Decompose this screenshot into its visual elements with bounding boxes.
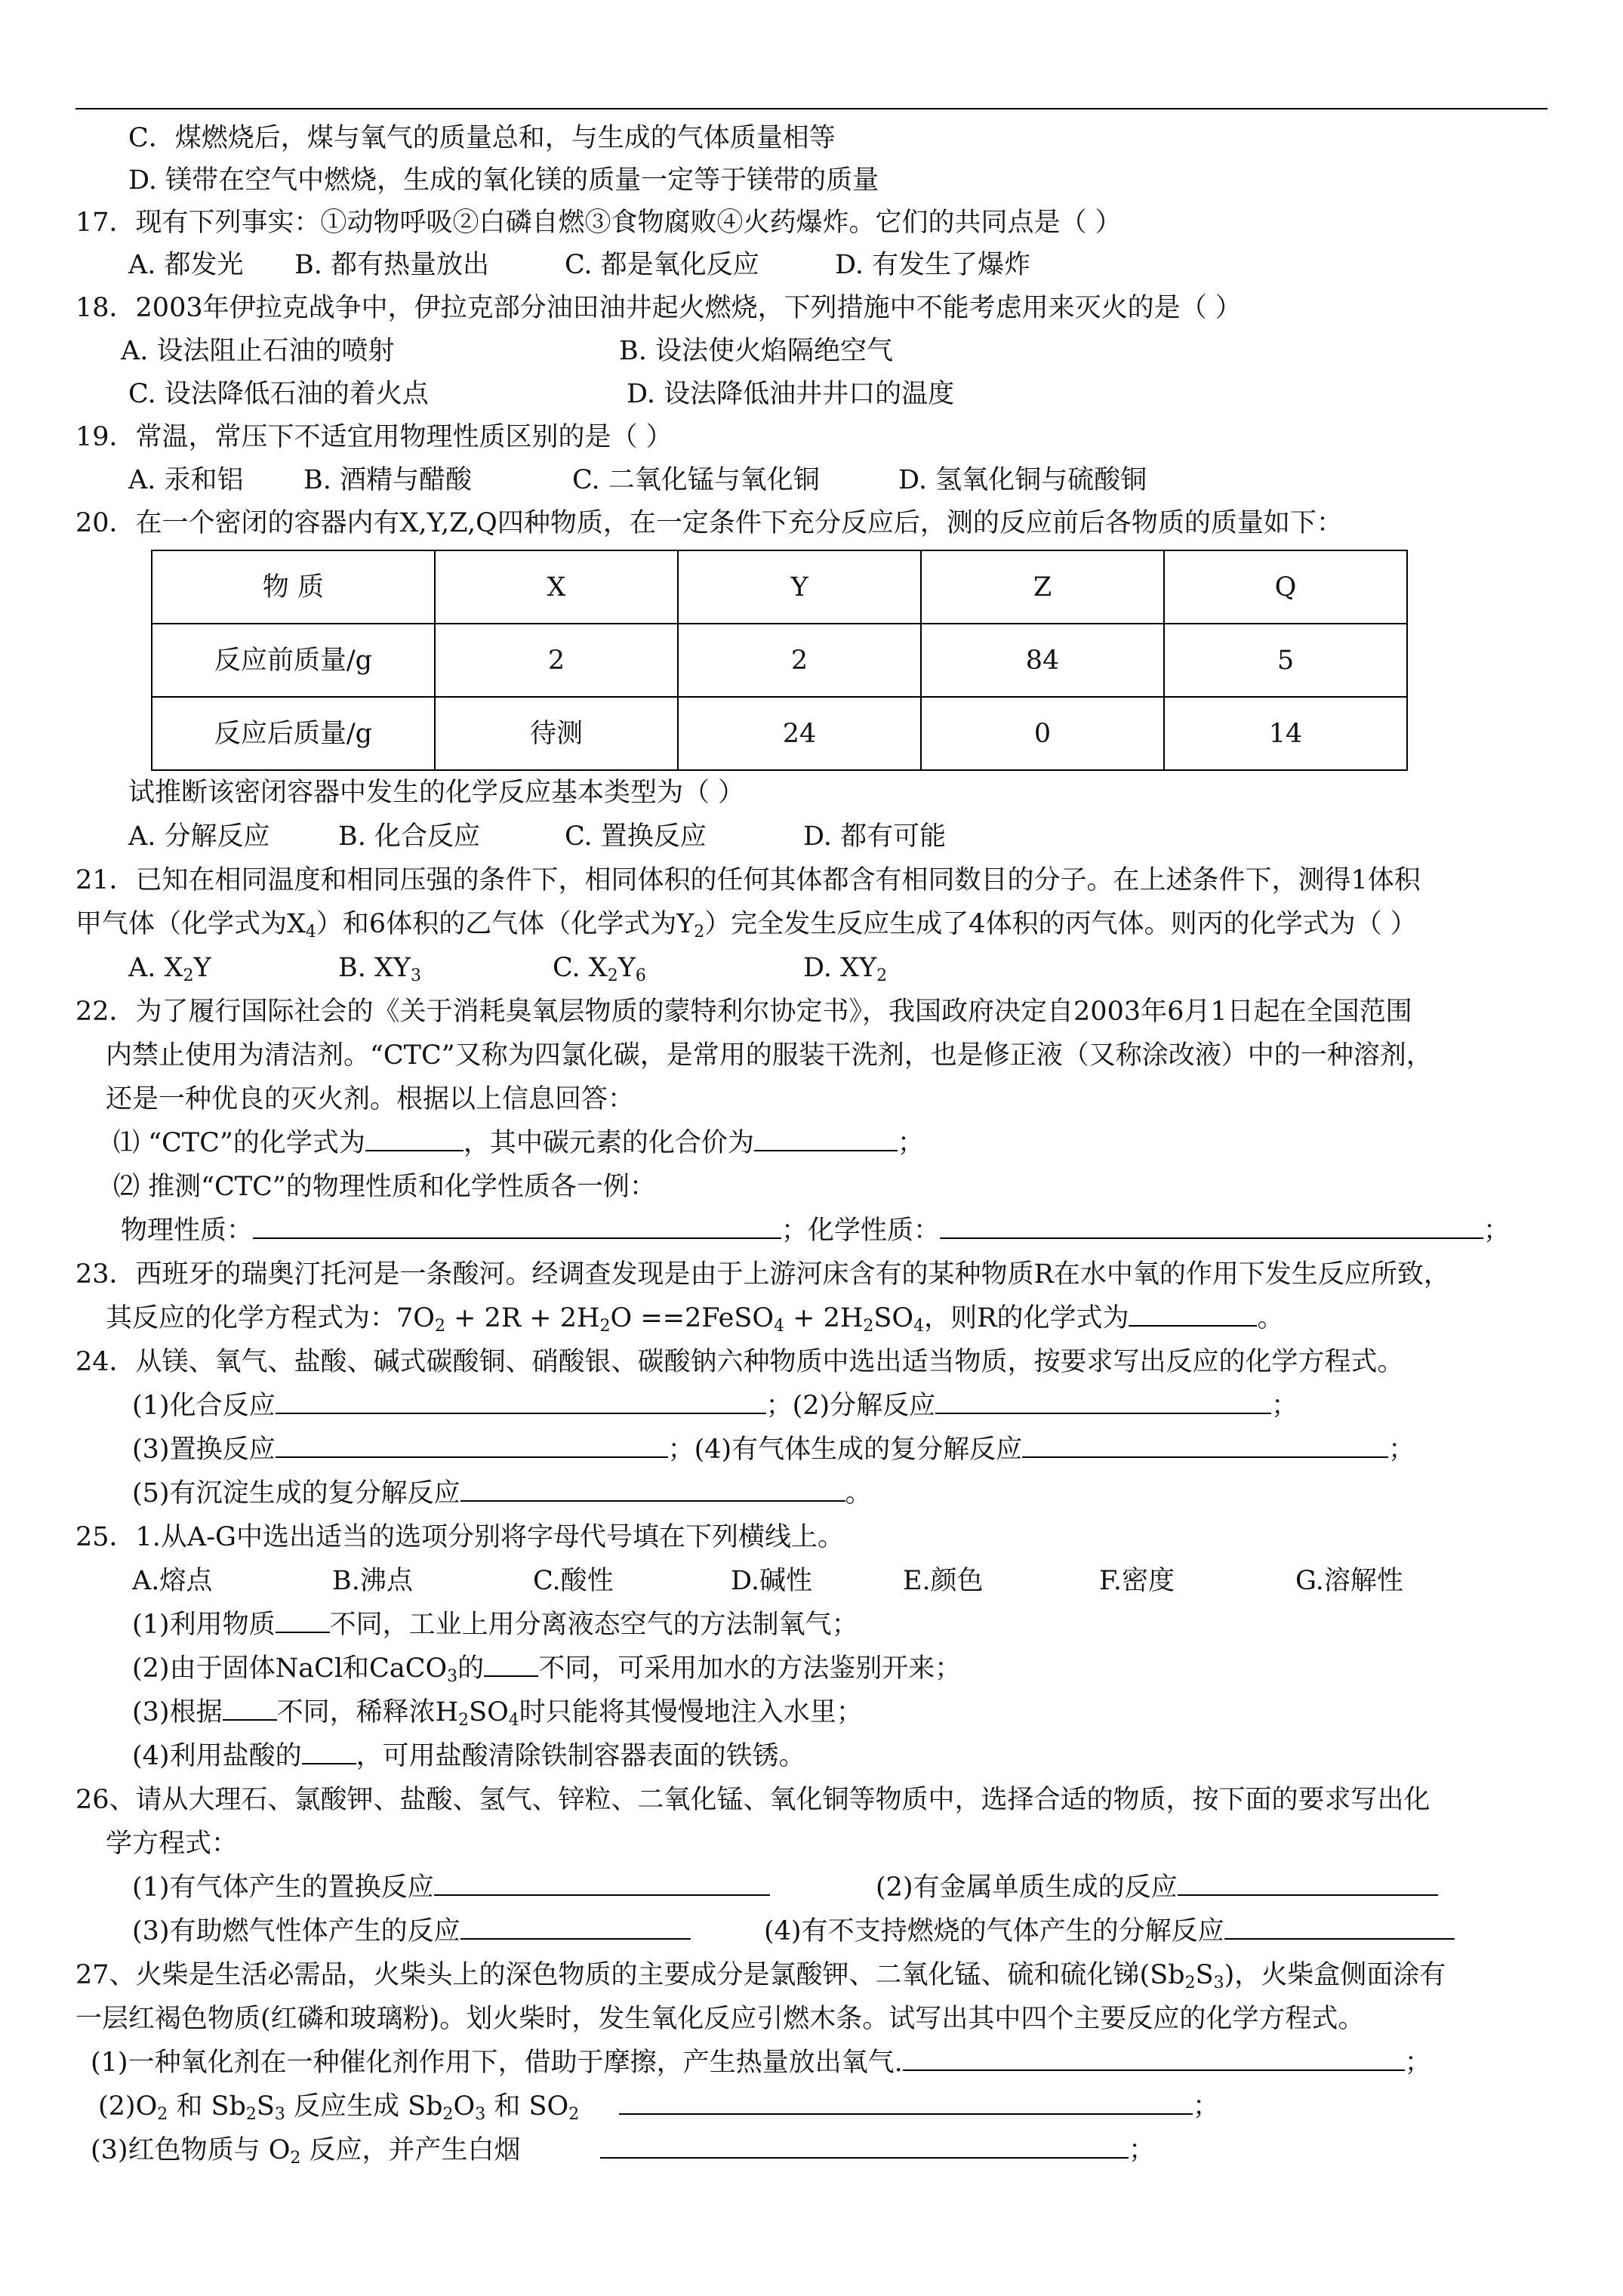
q19-option-a: A. 汞和铝	[128, 465, 244, 495]
q25-option-b: B.沸点	[332, 1566, 413, 1596]
table-header-cell: Q	[1164, 550, 1407, 624]
q25-option-c: C.酸性	[533, 1566, 614, 1596]
q23-line-1: 23．西班牙的瑞奥汀托河是一条酸河。经调查发现是由于上游河床含有的某种物质R在水中氧的作用下发生反应所致，	[75, 1259, 1450, 1290]
answer-blank[interactable]	[1129, 1299, 1257, 1327]
q26-line-2: 学方程式：	[106, 1829, 239, 1859]
q27-line-1: 27、火柴是生活必需品，火柴头上的深色物质的主要成分是氯酸钾、二氧化锰、硫和硫化锑$(Sb_2S_3)$，火柴盒侧面涂有	[75, 1960, 1446, 1992]
q20-option-a: A. 分解反应	[128, 821, 270, 852]
table-cell: 反应前质量/g	[152, 624, 435, 697]
q20-option-d: D. 都有可能	[803, 821, 947, 852]
q18-option-c: C. 设法降低石油的着火点	[128, 379, 429, 409]
table-row	[152, 624, 1407, 697]
q21-line-2: 甲气体（化学式为$X_4$）和6体积的乙气体（化学式为$Y_2$）完全发生反应生成了4体积的丙气体。则丙的化学式为（ ）	[75, 909, 1417, 942]
q22-line-2: 内禁止使用为清洁剂。“CTC”又称为四氯化碳，是常用的服装干洗剂，也是修正液（又称涂改液）中的一种溶剂，	[106, 1040, 1433, 1071]
q25-stem: 25．1.从A-G中选出适当的选项分别将字母代号填在下列横线上。	[75, 1522, 844, 1552]
q27-item-2: $(2)O_2$ 和 $Sb_2S_3$ 反应生成 $Sb_2O_3$ 和 $SO_2$	[98, 2091, 580, 2124]
q25-item-1: (1)利用物质 不同，工业上用分离液态空气的方法制氧气；	[132, 1604, 858, 1646]
q21-option-a: A. $X_2Y$	[128, 953, 211, 985]
table-cell: 待测	[435, 697, 678, 770]
q24-stem: 24．从镁、氧气、盐酸、碱式碳酸铜、硝酸银、碳酸钠六种物质中选出适当物质，按要求写出反应的化学方程式。	[75, 1347, 1404, 1377]
answer-blank[interactable]	[302, 1737, 356, 1764]
q22-line-3: 还是一种优良的灭火剂。根据以上信息回答：	[106, 1084, 635, 1114]
header-rule	[75, 108, 1548, 109]
q26-item-1: (1)有气体产生的置换反应	[132, 1866, 770, 1909]
q22-part-1: ⑴ “CTC”的化学式为 ，其中碳元素的化合价为 ；	[113, 1122, 924, 1164]
q27-item-1: (1)一种氧化剂在一种催化剂作用下，借助于摩擦，产生热量放出氧气. ；	[91, 2042, 1431, 2084]
q25-item-3: (3)根据 不同，稀释浓$H_2SO_4$时只能将其慢慢地注入水里；	[132, 1691, 863, 1734]
q21-option-d: D. $XY_2$	[803, 953, 888, 985]
q22-properties: 物理性质： ；化学性质： ；	[121, 1210, 1510, 1252]
q25-option-e: E.颜色	[903, 1566, 984, 1596]
q21-line-1: 21．已知在相同温度和相同压强的条件下，相同体积的任何其体都含有相同数目的分子。在上述条件下，测得1体积	[75, 865, 1421, 895]
q17-option-b: B. 都有热量放出	[294, 250, 489, 280]
q25-option-a: A.熔点	[132, 1566, 213, 1596]
physical-property-blank[interactable]	[253, 1212, 781, 1239]
answer-blank[interactable]	[1178, 1869, 1438, 1896]
q20-option-c: C. 置换反应	[565, 821, 707, 852]
answer-blank[interactable]	[600, 2131, 1129, 2159]
q17-option-c: C. 都是氧化反应	[565, 250, 759, 280]
answer-blank[interactable]	[754, 1124, 898, 1151]
q26-item-2: (2)有金属单质生成的反应	[876, 1866, 1438, 1909]
q19-stem: 19．常温，常压下不适宜用物理性质区别的是（ ）	[75, 422, 673, 452]
q17-option-a: A. 都发光	[128, 250, 244, 280]
mass-table	[151, 550, 1408, 771]
table-header-cell: X	[435, 550, 678, 624]
table-cell: 2	[435, 624, 678, 697]
q26-item-4: (4)有不支持燃烧的气体产生的分解反应	[764, 1910, 1455, 1952]
answer-blank[interactable]	[1022, 1431, 1388, 1458]
q16-option-c: C．煤燃烧后，煤与氧气的质量总和，与生成的气体质量相等	[128, 123, 836, 153]
q27-item-2-answer: ；	[619, 2085, 1219, 2128]
q18-stem: 18．2003年伊拉克战争中，伊拉克部分油田油井起火燃烧，下列措施中不能考虑用来灭火的是（ ）	[75, 293, 1242, 323]
answer-blank[interactable]	[1224, 1912, 1455, 1940]
table-cell: 14	[1164, 697, 1407, 770]
table-cell: 5	[1164, 624, 1407, 697]
q21-option-c: C. $X_2Y_6$	[553, 953, 646, 985]
q22-part-2: ⑵ 推测“CTC”的物理性质和化学性质各一例：	[113, 1172, 656, 1202]
q25-option-d: D.碱性	[731, 1566, 812, 1596]
answer-blank[interactable]	[935, 1387, 1271, 1414]
table-cell: 24	[678, 697, 921, 770]
answer-blank[interactable]	[223, 1693, 277, 1721]
answer-blank[interactable]	[276, 1431, 668, 1458]
chemical-property-blank[interactable]	[940, 1212, 1483, 1239]
q19-option-c: C. 二氧化锰与氧化铜	[572, 465, 820, 495]
q27-item-3: (3)红色物质与 $O_2$ 反应，并产生白烟	[91, 2135, 521, 2168]
answer-blank[interactable]	[434, 1869, 770, 1896]
answer-blank[interactable]	[903, 2044, 1405, 2071]
q20-option-b: B. 化合反应	[338, 821, 480, 852]
mass-table-header-row	[152, 550, 1407, 624]
answer-blank[interactable]	[276, 1387, 766, 1414]
q26-item-3: (3)有助燃气性体产生的反应	[132, 1910, 691, 1952]
q19-option-d: D. 氢氧化铜与硫酸铜	[898, 465, 1147, 495]
q18-option-d: D. 设法降低油井井口的温度	[627, 379, 955, 409]
q27-item-3-answer: ；	[600, 2129, 1155, 2171]
q22-line-1: 22．为了履行国际社会的《关于消耗臭氧层物质的蒙特利尔协定书》，我国政府决定自2003年6月1日起在全国范围	[75, 997, 1412, 1027]
q17-stem: 17．现有下列事实：①动物呼吸②白磷自燃③食物腐败④火药爆炸。它们的共同点是（ ）	[75, 208, 1122, 238]
q23-equation-line: 其反应的化学方程式为：$7O_2 + 2R + 2H_2O$ ==2FeSO$_4$ + $2H_2SO_4$，则R的化学式为 。	[106, 1297, 1283, 1339]
table-cell: 2	[678, 624, 921, 697]
table-cell: 反应后质量/g	[152, 697, 435, 770]
answer-blank[interactable]	[365, 1124, 463, 1151]
q24-item-5: (5)有沉淀生成的复分解反应 。	[132, 1472, 872, 1515]
q17-option-d: D. 有发生了爆炸	[835, 250, 1031, 280]
answer-blank[interactable]	[276, 1606, 330, 1633]
q18-option-a: A. 设法阻止石油的喷射	[121, 336, 395, 366]
answer-blank[interactable]	[484, 1650, 538, 1677]
q24-items-3-4: (3)置换反应 ；(4)有气体生成的复分解反应 ；	[132, 1428, 1415, 1471]
q20-stem: 20．在一个密闭的容器内有X,Y,Z,Q四种物质，在一定条件下充分反应后，测的反应前后各物质的质量如下：	[75, 508, 1343, 538]
q25-option-g: G.溶解性	[1295, 1566, 1403, 1596]
q25-item-4: (4)利用盐酸的 ，可用盐酸清除铁制容器表面的铁锈。	[132, 1735, 805, 1777]
table-cell: 0	[921, 697, 1164, 770]
answer-blank[interactable]	[460, 1912, 691, 1940]
table-header-cell: Z	[921, 550, 1164, 624]
q18-option-b: B. 设法使火焰隔绝空气	[619, 336, 893, 366]
answer-blank[interactable]	[460, 1475, 845, 1502]
table-header-cell: 物 质	[152, 550, 435, 624]
q26-line-1: 26、请从大理石、氯酸钾、盐酸、氢气、锌粒、二氧化锰、氧化铜等物质中，选择合适的物质，按下面的要求写出化	[75, 1785, 1431, 1815]
q25-option-f: F.密度	[1099, 1566, 1175, 1596]
answer-blank[interactable]	[619, 2088, 1193, 2115]
table-header-cell: Y	[678, 550, 921, 624]
table-cell: 84	[921, 624, 1164, 697]
q20-question: 试推断该密闭容器中发生的化学反应基本类型为（ ）	[128, 778, 745, 808]
q27-line-2: 一层红褐色物质(红磷和玻璃粉)。划火柴时，发生氧化反应引燃木条。试写出其中四个主要反应的化学方程式。	[75, 2004, 1365, 2034]
q21-option-b: B. $XY_3$	[338, 953, 421, 985]
q19-option-b: B. 酒精与醋酸	[303, 465, 472, 495]
table-row	[152, 697, 1407, 770]
q16-option-d: D. 镁带在空气中燃烧，生成的氧化镁的质量一定等于镁带的质量	[128, 165, 879, 196]
q24-items-1-2: (1)化合反应 ；(2)分解反应 ；	[132, 1385, 1298, 1427]
q25-item-2: (2)由于固体NaCl和CaCO$_3$的 不同，可采用加水的方法鉴别开来；	[132, 1647, 961, 1690]
